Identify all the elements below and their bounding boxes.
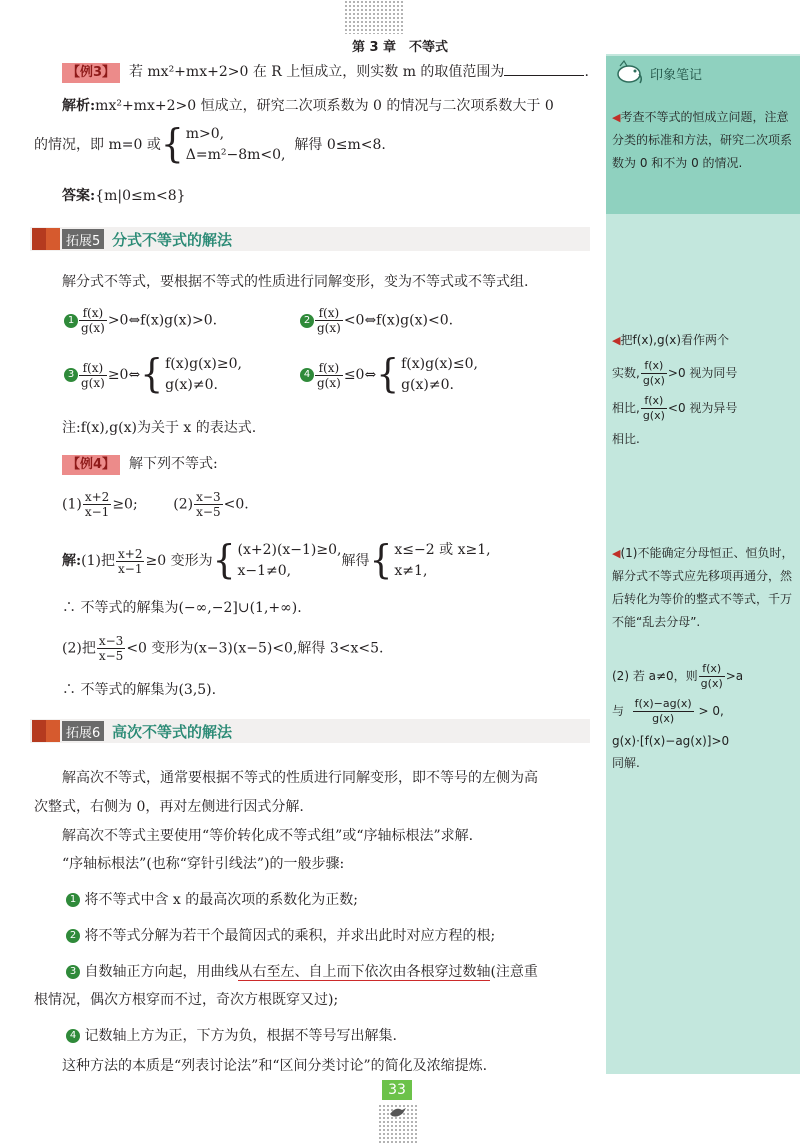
example4-solution-2: (2)把 $\frac{x-3}{x-5}$ <0 变形为(x−3)(x−5)<0,解得 3<x<5. <box>62 634 384 663</box>
section-title: 分式不等式的解法 <box>112 231 233 249</box>
number-badge: 3 <box>64 368 78 382</box>
left-brace: { <box>160 121 184 167</box>
chapter-title: 第 3 章 不等式 <box>351 40 449 55</box>
number-badge: 2 <box>300 314 314 328</box>
section6-para-4: 这种方法的本质是“列表讨论法”和“区间分类讨论”的简化及浓缩提炼. <box>62 1058 488 1074</box>
section5-intro: 解分式不等式，要根据不等式的性质进行同解变形，变为不等式或不等式组. <box>62 274 529 290</box>
sidebar-note-4: (2) 若 a≠0，则 $\frac{f(x)}{g(x)}$ >a 与 $\frac{f(x)-ag(x)}{g(x)}$ > 0, g(x)·[f(x)−ag(x)]>0 同解. <box>612 662 744 770</box>
fraction: $\frac{f(x)}{g(x)}$ <box>317 306 341 335</box>
example4-result-2: ∴ 不等式的解集为(3,5). <box>62 682 217 698</box>
fraction: $\frac{f(x)}{g(x)}$ <box>317 360 341 390</box>
rule-4: 4 $\frac{f(x)}{g(x)}$ ≤0⇔{ f(x)g(x)≤0, g(x)≠0. <box>300 354 478 396</box>
fraction: $\frac{x-3}{x-5}$ <box>196 490 221 519</box>
elephant-icon <box>614 58 644 86</box>
example3-analysis-line2: 的情况，即 m=0 或{ m>0, Δ=m²−8m<0, 解得 0≤m<8. <box>34 121 386 167</box>
example4-result-1: ∴ 不等式的解集为(−∞,−2]∪(1,+∞). <box>62 600 302 616</box>
fraction: $\frac{f(x)}{g(x)}$ <box>700 662 723 690</box>
equation-system: x≤−2 或 x≥1, x≠1, <box>394 542 491 579</box>
rule-3: 3 $\frac{f(x)}{g(x)}$ ≥0⇔{ f(x)g(x)≥0, g(x)≠0. <box>64 354 242 396</box>
fraction: $\frac{f(x)}{g(x)}$ <box>642 359 665 387</box>
equation-system: (x+2)(x−1)≥0, x−1≠0, <box>237 542 342 579</box>
fraction: $\frac{f(x)}{g(x)}$ <box>642 394 665 422</box>
book-icon <box>46 720 60 742</box>
step-4: 4 记数轴上方为正，下方为负，根据不等号写出解集. <box>66 1026 397 1046</box>
left-brace: { <box>140 351 164 397</box>
fraction: $\frac{x+2}{x-1}$ <box>84 490 110 519</box>
number-badge: 4 <box>300 368 314 382</box>
sidebar-note-2: ◀把f(x),g(x)看作两个 实数, $\frac{f(x)}{g(x)}$ >0 视为同号 相比, $\frac{f(x)}{g(x)}$ <0 视为异号 相比. <box>612 333 738 446</box>
example-badge: 【例4】 <box>62 455 120 475</box>
step-3: 3 自数轴正方向起，用曲线从右至左、自上而下依次由各根穿过数轴(注意重 <box>66 962 538 982</box>
sidebar-note-3: ◀(1)不能确定分母恒正、恒负时，解分式不等式应先移项再通分，然后转化为等价的整式不等式，千万不能“乱去分母”. <box>612 546 794 629</box>
number-badge: 2 <box>66 929 80 943</box>
section-tag: 拓展5 <box>62 229 104 249</box>
section-title: 高次不等式的解法 <box>112 723 233 741</box>
fraction: $\frac{f(x)}{g(x)}$ <box>81 306 105 335</box>
example3-answer: 答案:{m|0≤m<8} <box>62 188 186 204</box>
header-pattern <box>344 0 404 34</box>
example-badge: 【例3】 <box>62 63 120 83</box>
example4-problems: (1) $\frac{x+2}{x-1}$ ≥0; (2) $\frac{x-3}{x-5}$ <0. <box>62 490 249 519</box>
triangle-marker-icon: ◀ <box>612 334 621 347</box>
number-badge: 1 <box>66 893 80 907</box>
book-icon <box>46 228 60 250</box>
example4-solution-1: 解:(1)把 $\frac{x+2}{x-1}$ ≥0 变形为{ (x+2)(x−1)≥0, x−1≠0, 解得{ x≤−2 或 x≥1, x≠1, <box>62 537 491 583</box>
page-number: 33 <box>382 1080 412 1100</box>
left-brace: { <box>369 537 393 583</box>
sidebar-note-1: ◀考查不等式的恒成立问题，注意分类的标准和方法，研究二次项系数为 0 和不为 0 的情况. <box>612 110 793 170</box>
sidebar-title: 印象笔记 <box>650 68 703 83</box>
number-badge: 3 <box>66 965 80 979</box>
step-1: 1 将不等式中含 x 的最高次项的系数化为正数; <box>66 890 358 910</box>
rule-2: 2 $\frac{f(x)}{g(x)}$ <0⇔f(x)g(x)<0. <box>300 306 453 335</box>
rule-1: 1 $\frac{f(x)}{g(x)}$ >0⇔f(x)g(x)>0. <box>64 306 217 335</box>
equation-system: f(x)g(x)≥0, g(x)≠0. <box>165 356 242 393</box>
triangle-marker-icon: ◀ <box>612 111 621 124</box>
bird-icon <box>388 1104 408 1120</box>
answer-blank <box>504 75 584 76</box>
fraction: $\frac{x-3}{x-5}$ <box>98 634 124 663</box>
equation-system: f(x)g(x)≤0, g(x)≠0. <box>401 356 478 393</box>
left-brace: { <box>212 537 236 583</box>
example4-question: 【例4】 解下列不等式: <box>62 454 218 475</box>
section6-para-3: “序轴标根法”(也称“穿针引线法”)的一般步骤: <box>62 856 345 872</box>
number-badge: 4 <box>66 1029 80 1043</box>
number-badge: 1 <box>64 314 78 328</box>
section-tag: 拓展6 <box>62 721 104 741</box>
section6-para-2: 解高次不等式主要使用“等价转化成不等式组”或“序轴标根法”求解. <box>62 828 474 844</box>
example3-question: 【例3】 若 mx²+mx+2>0 在 R 上恒成立，则实数 m 的取值范围为 . <box>62 62 589 83</box>
section5-note: 注:f(x),g(x)为关于 x 的表达式. <box>62 420 257 436</box>
fraction: $\frac{x+2}{x-1}$ <box>118 546 143 576</box>
step-3-cont: 根情况，偶次方根穿而不过，奇次方根既穿又过); <box>34 992 339 1008</box>
fraction: $\frac{f(x)-ag(x)}{g(x)}$ <box>634 697 692 725</box>
section6-para-1: 解高次不等式，通常要根据不等式的性质进行同解变形，即不等号的左侧为高 次整式，右侧为 0，再对左侧进行因式分解. <box>34 770 538 815</box>
triangle-marker-icon: ◀ <box>612 547 621 560</box>
fraction: $\frac{f(x)}{g(x)}$ <box>81 360 105 390</box>
example3-analysis: 解析:mx²+mx+2>0 恒成立，研究二次项系数为 0 的情况与二次项系数大于 0 <box>62 98 554 114</box>
step-2: 2 将不等式分解为若干个最简因式的乘积，并求出此时对应方程的根; <box>66 926 495 946</box>
left-brace: { <box>376 351 400 397</box>
equation-system: m>0, Δ=m²−8m<0, <box>185 126 286 163</box>
underlined-text: 从右至左、自上而下依次由各根穿过数轴 <box>238 964 491 980</box>
